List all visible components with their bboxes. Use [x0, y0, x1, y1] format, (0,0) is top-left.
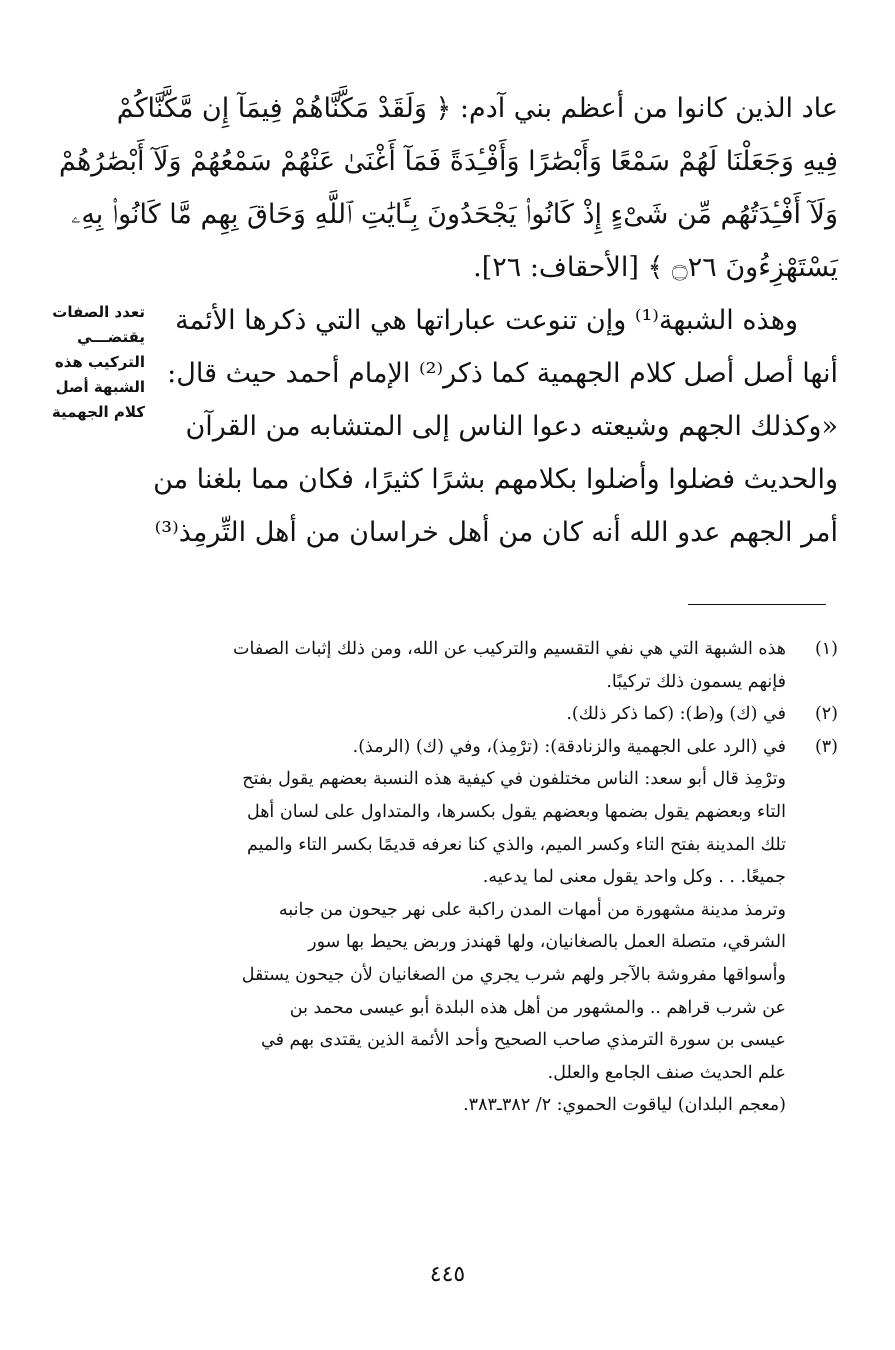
footnote-line: علم الحديث صنف الجامع والعلل. — [547, 1062, 786, 1083]
footnote-number: (١) — [814, 639, 838, 659]
footnote — [158, 633, 838, 698]
margin-note-line: يقتضـــي — [77, 328, 145, 346]
footnote-line: وأسواقها مفروشة بالآجر ولهم شرب يجري من الصغانيان لأن جيحون يستقل — [241, 964, 786, 985]
page-number: ٤٤٥ — [429, 1262, 466, 1287]
footnote-line: فإنهم يسمون ذلك تركيبًا. — [606, 671, 786, 692]
footnote-line: تلك المدينة بفتح التاء وكسر الميم، والذي كنا نعرفه قديمًا بكسر التاء والميم — [246, 834, 786, 855]
main-line: أمر الجهم عدو الله أنه كان من أهل خراسان من أهل التِّرمِذ⁽³⁾ — [154, 517, 838, 548]
footnote-line: (معجم البلدان) لياقوت الحموي: ٢/ ٣٨٢ـ٣٨٣. — [463, 1095, 786, 1116]
footnote-separator — [688, 604, 826, 605]
footnote-line: جميعًا. . . وكل واحد يقول معنى لما يدعيه. — [482, 867, 786, 888]
footnote-line: في (ك) و(ط): (كما ذكر ذلك). — [566, 704, 786, 725]
margin-note-line: التركيب هذه — [54, 353, 145, 371]
margin-note — [30, 300, 145, 425]
footnote-line: الشرقي، متصلة العمل بالصغانيان، ولها قهندز وربض يحيط بها سور — [308, 932, 786, 953]
footnote — [158, 698, 838, 731]
footnote — [158, 731, 838, 764]
footnote-continuation — [158, 763, 838, 1122]
footnote-number: (٣) — [814, 736, 838, 757]
margin-note-line: كلام الجهمية — [51, 403, 145, 421]
main-line: فِيهِ وَجَعَلْنَا لَهُمْ سَمْعًا وَأَبْصَٰرًا وَأَفْـِٔدَةً فَمَآ أَغْنَىٰ عَنْهُمْ سَمْعُهُمْ وَلَآ أَبْصَٰرُهُمْ — [58, 146, 838, 177]
footnote-line: هذه الشبهة التي هي نفي التقسيم والتركيب عن الله، ومن ذلك إثبات الصفات — [233, 639, 786, 659]
main-line: أنها أصل أصل كلام الجهمية كما ذكر⁽²⁾ الإمام أحمد حيث قال: — [167, 358, 838, 389]
main-line: يَسْتَهْزِءُونَ ۝٢٦ ﴾ [الأحقاف: ٢٦]. — [473, 252, 838, 283]
footnote-number: (٢) — [814, 704, 838, 725]
footnote-line: في (الرد على الجهمية والزنادقة): (ترْمِذ)، وفي (ك) (الرمذ). — [352, 736, 786, 757]
footnote-line: التاء وبعضهم يقول بضمها وبعضهم يقول بكسرها، والمتداول على لسان أهل — [246, 801, 786, 822]
main-line: والحديث فضلوا وأضلوا بكلامهم بشرًا كثيرًا، فكان مما بلغنا من — [153, 464, 838, 495]
footnotes — [158, 633, 838, 1122]
main-line: «وكذلك الجهم وشيعته دعوا الناس إلى المتشابه من القرآن — [185, 411, 838, 442]
margin-note-line: الشبهة أصل — [55, 378, 145, 396]
margin-note-line: تعدد الصفات — [52, 303, 145, 321]
main-line: وهذه الشبهة⁽¹⁾ وإن تنوعت عباراتها هي التي ذكرها الأئمة — [175, 305, 798, 336]
main-line: وَلَآ أَفْـِٔدَتُهُم مِّن شَىْءٍ إِذْ كَانُوا۟ يَجْحَدُونَ بِـَٔايَٰتِ ٱللَّهِ وَحَاقَ بِهِم مَّا كَانُوا۟ بِهِۦ — [71, 199, 838, 230]
footnote-line: وترمذ مدينة مشهورة من أمهات المدن راكبة على نهر جيحون من جانبه — [278, 899, 786, 920]
footnote-line: عيسى بن سورة الترمذي صاحب الصحيح وأحد الأئمة الذين يقتدى بهم في — [261, 1030, 786, 1051]
footnote-line: عن شرب قراهم .. والمشهور من أهل هذه البلدة أبو عيسى محمد بن — [289, 997, 786, 1018]
main-line: عاد الذين كانوا من أعظم بني آدم: ﴿ وَلَقَدْ مَكَّنَّاهُمْ فِيمَآ إِن مَّكَّنَّاكُمْ — [116, 93, 838, 124]
footnote-line: وترْمِذ قال أبو سعد: الناس مختلفون في كيفية هذه النسبة بعضهم يقول بفتح — [242, 769, 786, 790]
